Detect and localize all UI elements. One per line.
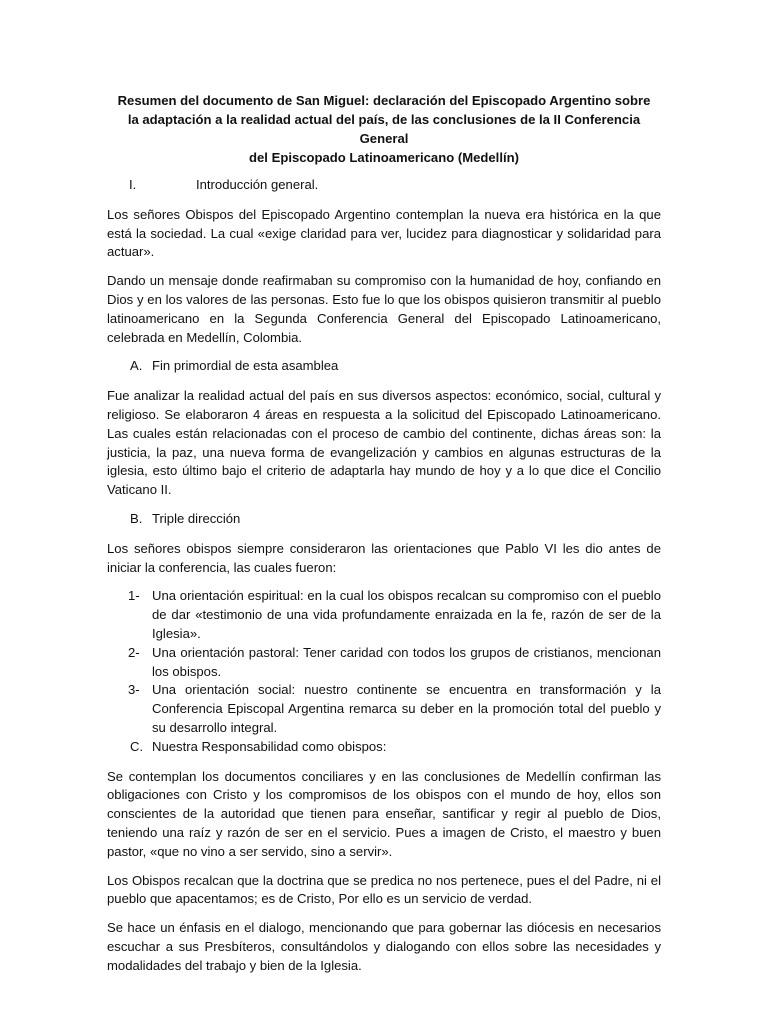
subheading-c (107, 738, 661, 757)
list-item-text: Una orientación pastoral: Tener caridad con todos los grupos de cristianos, mencionan los obispos. (152, 644, 661, 679)
list-item (107, 681, 661, 737)
title-line-2: la adaptación a la realidad actual del país, de las conclusiones de la II Conferencia General (127, 112, 641, 146)
subheading-b-letter: B. (130, 510, 143, 526)
list-item-text: Una orientación social: nuestro continente se encuentra en transformación y la Conferencia Episcopal Argentina remarca su deber en la promoción total del pueblo y su desarrollo integral. (152, 682, 661, 735)
subheading-b (107, 510, 661, 529)
orientation-list (107, 587, 661, 737)
paragraph-5: Se contemplan los documentos conciliares y en las conclusiones de Medellín confirman las obligaciones con Cristo y los compromisos de los obispos con el mundo de hoy, ellos son conscientes de la autoridad que tienen para enseñar, santificar y regir al pueblo de Dios, teniendo una raíz y razón de ser en el servicio. Pues a imagen de Cristo, el maestro y buen pastor, «que no vino a ser servido, sino a servir». (107, 768, 661, 859)
list-item-number: 2- (128, 644, 140, 660)
subheading-a-letter: A. (130, 358, 143, 374)
section-label: Introducción general. (196, 177, 319, 192)
document-title (107, 91, 661, 167)
list-item (107, 644, 661, 682)
paragraph-1: Los señores Obispos del Episcopado Argentino contemplan la nueva era histórica en la que está la sociedad. La cual «exige claridad para ver, lucidez para diagnosticar y solidaridad para actuar». (107, 206, 661, 260)
section-heading-intro (107, 176, 661, 195)
paragraph-4: Los señores obispos siempre consideraron las orientaciones que Pablo VI les dio antes de iniciar la conferencia, las cuales fueron: (107, 540, 661, 575)
paragraph-7: Se hace un énfasis en el dialogo, mencionando que para gobernar las diócesis en necesarios escuchar a sus Presbíteros, consultándolos y dialogando con ellos sobre las necesidades y modalidades del trabajo y bien de la Iglesia. (107, 920, 661, 973)
paragraph-3: Fue analizar la realidad actual del país en sus diversos aspectos: económico, social, cultural y religioso. Se elaboraron 4 áreas en respuesta a la solicitud del Episcopado Latinoamericano. Las cuales están relacionadas con el proceso de cambio del continente, dichas áreas son: la justicia, la paz, una nueva forma de evangelización y cambios en algunas estructuras de la iglesia, esto último bajo el criterio de adaptarla hay mundo de hoy y a lo que dice el Concilio Vaticano II. (107, 388, 661, 498)
subheading-b-label: Triple dirección (152, 510, 241, 526)
paragraph-2: Dando un mensaje donde reafirmaban su compromiso con la humanidad de hoy, confiando en Dios y en los valores de las personas. Esto fue lo que los obispos quisieron transmitir al pueblo latinoamericano en la Segunda Conferencia General del Episcopado Latinoamericano, celebrada en Medellín, Colombia. (107, 273, 661, 345)
paragraph-6: Los Obispos recalcan que la doctrina que se predica no nos pertenece, pues el del Padre, ni el pueblo que apacentamos; es de Cristo, Por ello es un servicio de verdad. (107, 872, 661, 907)
list-item-number: 3- (128, 682, 140, 698)
list-item-number: 1- (128, 588, 140, 604)
list-item (107, 587, 661, 643)
subheading-a-label: Fin primordial de esta asamblea (152, 358, 339, 374)
subheading-c-letter: C. (130, 738, 144, 754)
document-body (107, 91, 661, 985)
subheading-a (107, 357, 661, 376)
title-line-3: del Episcopado Latinoamericano (Medellín) (249, 150, 519, 165)
section-number: I. (129, 177, 137, 192)
subheading-c-label: Nuestra Responsabilidad como obispos: (152, 738, 387, 754)
list-item-text: Una orientación espiritual: en la cual los obispos recalcan su compromiso con el pueblo de dar «testimonio de una vida profundamente enraizada en la fe, razón de ser de la Iglesia». (152, 588, 661, 641)
title-line-1: Resumen del documento de San Miguel: declaración del Episcopado Argentino sobre (117, 93, 651, 108)
